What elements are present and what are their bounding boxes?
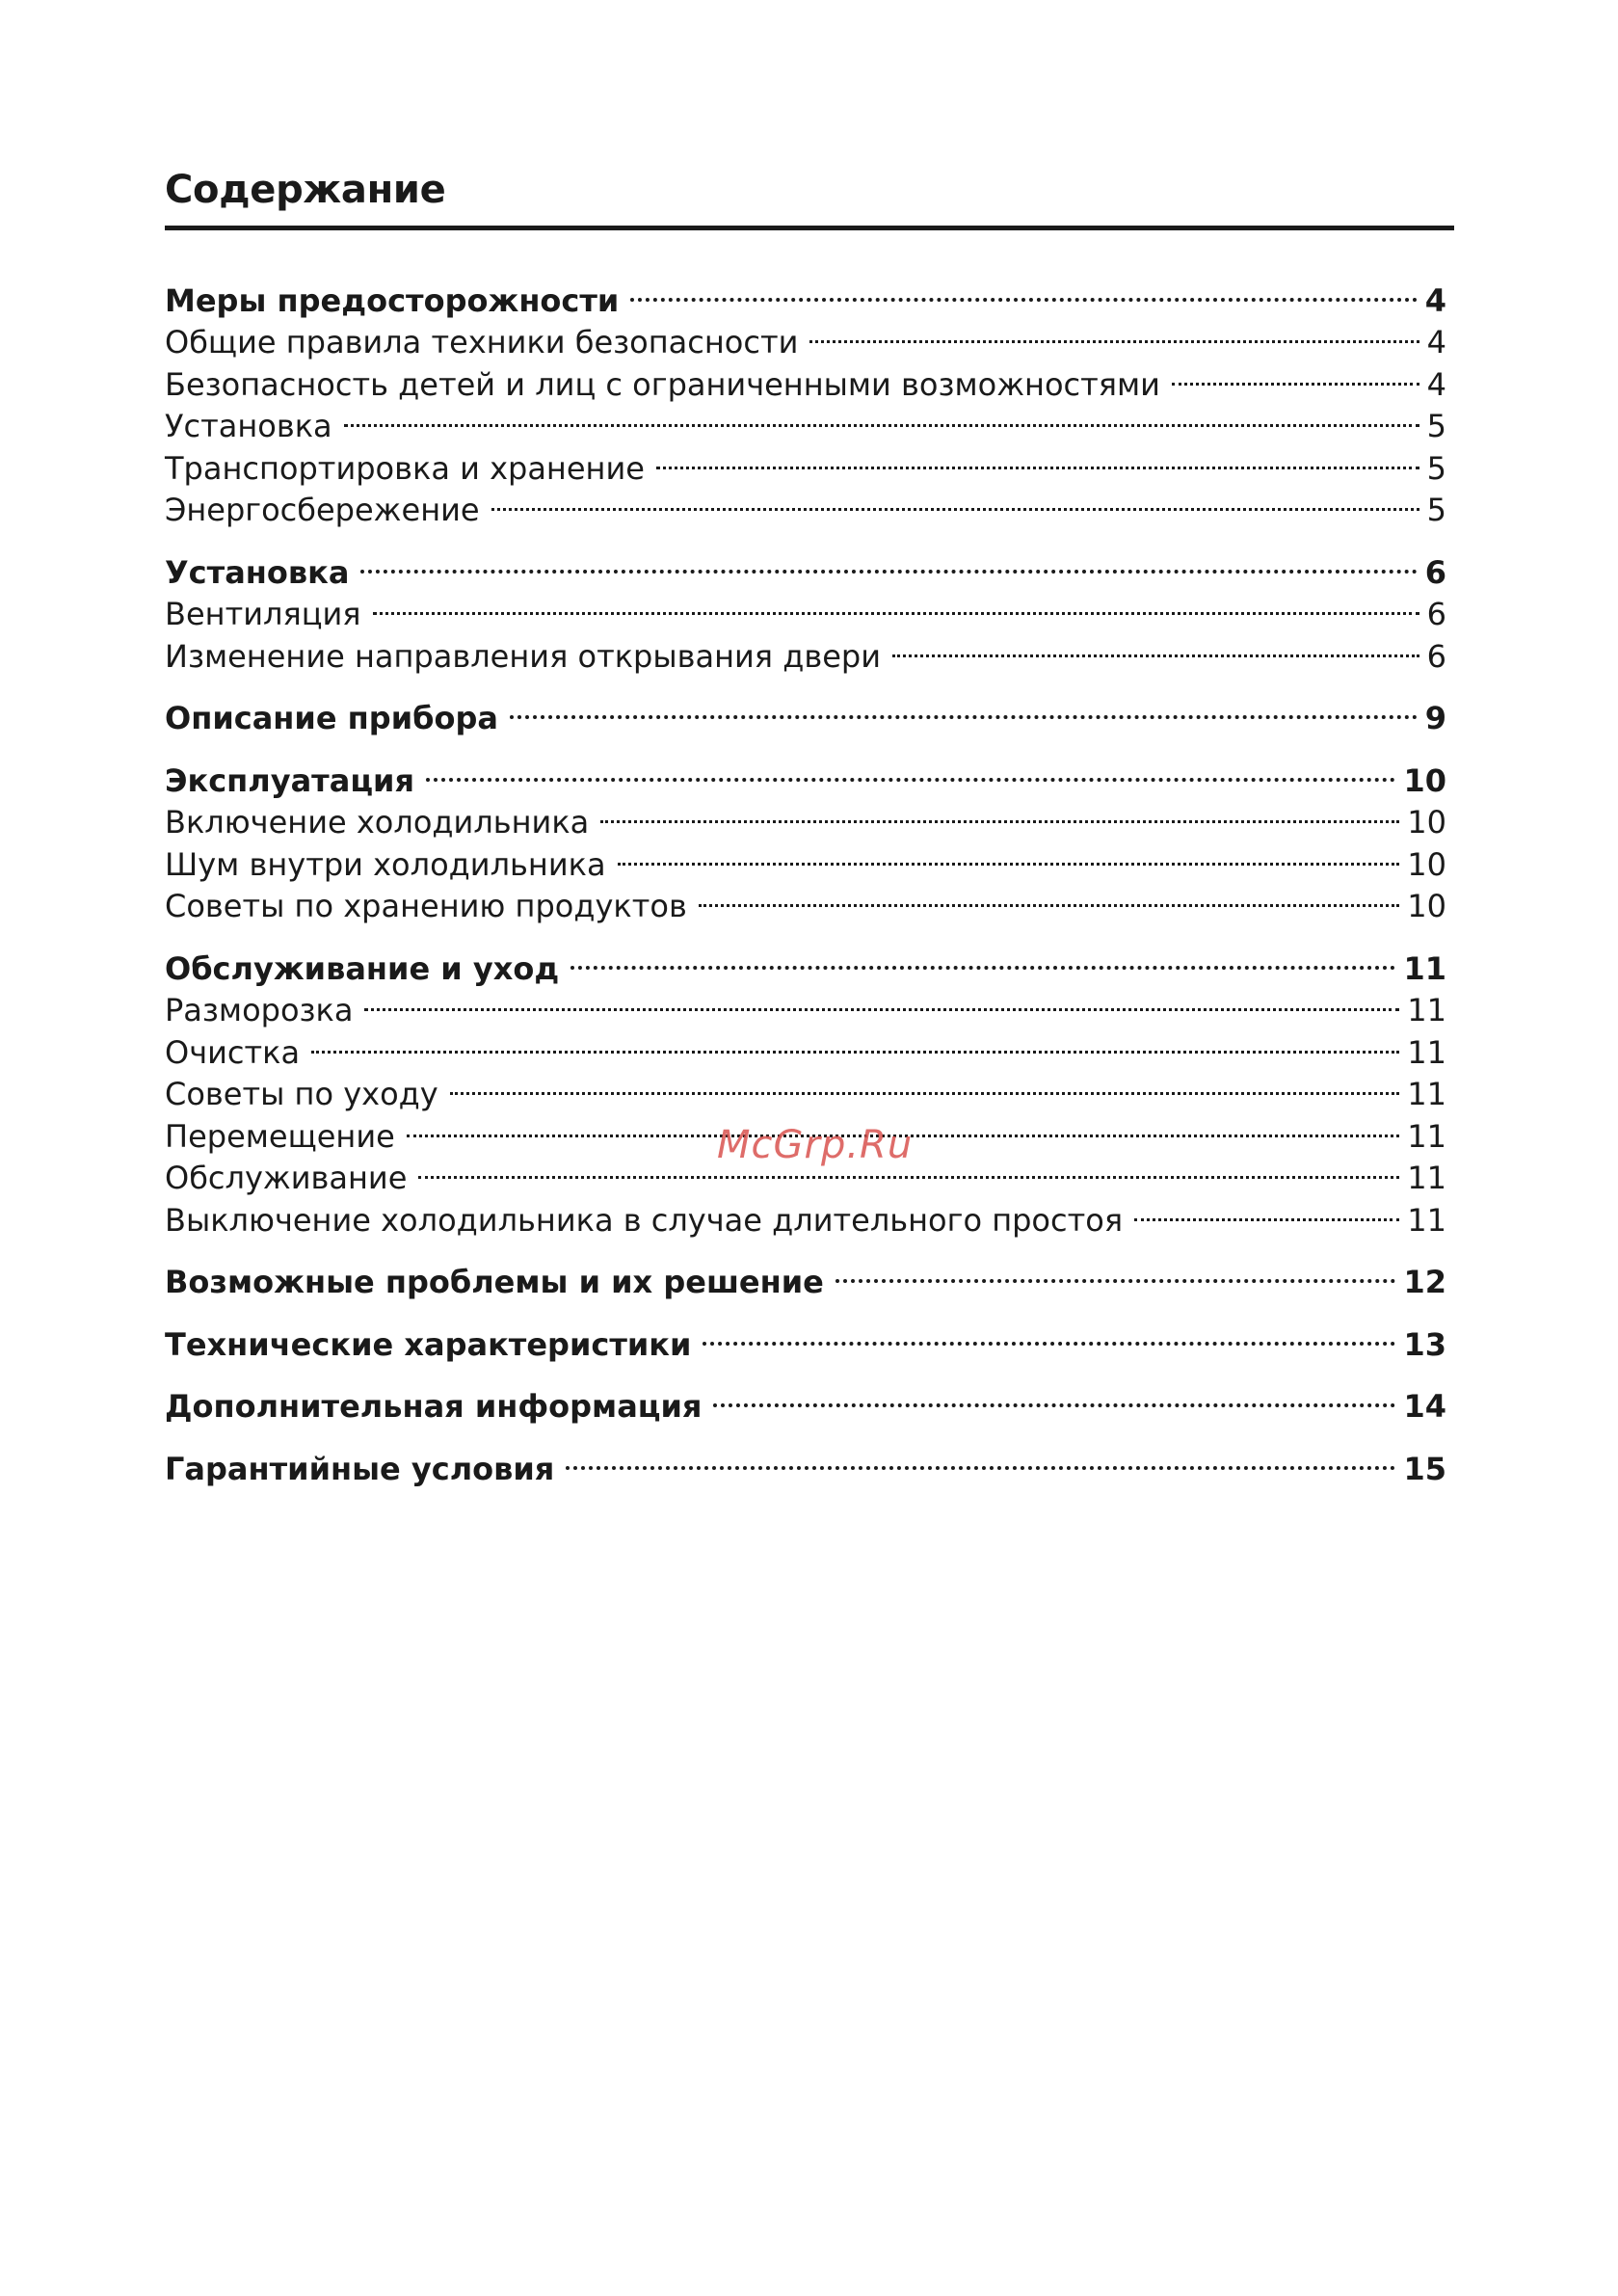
dot-leader	[703, 1313, 1395, 1355]
toc-entry-label: Меры предосторожности	[165, 281, 620, 319]
toc-entry-page-number: 9	[1424, 700, 1446, 736]
dot-leader	[618, 833, 1400, 875]
toc-entry-label: Описание прибора	[165, 700, 498, 736]
toc-entry-label: Шум внутри холодильника	[165, 845, 606, 883]
toc-entry-page-number: 10	[1403, 761, 1446, 799]
toc-section-entry[interactable]	[165, 1313, 1446, 1363]
toc-entry-label: Эксплуатация	[165, 761, 414, 799]
toc-entry-page-number: 11	[1407, 1201, 1446, 1239]
toc-section-entry[interactable]	[165, 749, 1446, 799]
toc-entry-label: Изменение направления открывания двери	[165, 637, 881, 675]
toc-entry-page-number: 10	[1407, 804, 1446, 841]
toc-entry-page-number: 10	[1407, 845, 1446, 883]
toc-section-entry[interactable]	[165, 1437, 1446, 1487]
toc-entry-label: Установка	[165, 553, 350, 591]
dot-leader	[600, 791, 1399, 834]
toc-entry-page-number: 11	[1407, 1160, 1446, 1196]
toc-entry-label: Безопасность детей и лиц с ограниченными возможностями	[165, 365, 1160, 403]
toc-entry-label: Возможные проблемы и их решение	[165, 1264, 824, 1300]
toc-section-entry[interactable]	[165, 541, 1446, 591]
toc-entry-page-number: 11	[1407, 1076, 1446, 1112]
toc-subsection-entry[interactable]	[165, 395, 1446, 444]
dot-leader	[344, 395, 1419, 438]
toc-entry-label: Технические характеристики	[165, 1325, 692, 1363]
title-divider	[165, 226, 1454, 230]
toc-section-entry[interactable]	[165, 1251, 1446, 1300]
toc-entry-label: Общие правила техники безопасности	[165, 324, 799, 360]
toc-entry-label: Дополнительная информация	[165, 1388, 703, 1425]
toc-entry-page-number: 4	[1424, 281, 1446, 319]
document-page	[165, 164, 1454, 1500]
toc-entry-label: Установка	[165, 408, 332, 444]
toc-entry-label: Очистка	[165, 1033, 301, 1071]
dot-leader	[570, 937, 1395, 979]
toc-section-entry[interactable]	[165, 687, 1446, 736]
toc-entry-page-number: 11	[1407, 992, 1446, 1028]
toc-group	[165, 269, 1446, 528]
dot-leader	[1134, 1188, 1399, 1231]
dot-leader	[360, 541, 1417, 583]
toc-section-entry[interactable]	[165, 269, 1446, 319]
toc-entry-page-number: 14	[1403, 1388, 1446, 1425]
toc-entry-page-number: 6	[1426, 596, 1446, 632]
toc-section-entry[interactable]	[165, 937, 1446, 987]
toc-entry-label: Транспортировка и хранение	[165, 449, 645, 487]
toc-entry-page-number: 13	[1403, 1325, 1446, 1363]
toc-group	[165, 1437, 1446, 1487]
toc-entry-page-number: 6	[1424, 553, 1446, 591]
toc-group	[165, 687, 1446, 736]
toc-subsection-entry[interactable]	[165, 1063, 1446, 1112]
table-of-contents	[165, 269, 1446, 1487]
watermark: McGrp.Ru	[717, 1123, 914, 1167]
toc-entry-label: Советы по уходу	[165, 1076, 438, 1112]
toc-entry-page-number: 6	[1426, 637, 1446, 675]
toc-entry-label: Обслуживание	[165, 1160, 408, 1196]
toc-entry-label: Обслуживание и уход	[165, 949, 560, 987]
toc-subsection-entry[interactable]	[165, 437, 1446, 487]
toc-entry-page-number: 12	[1403, 1264, 1446, 1300]
dot-leader	[1172, 353, 1419, 395]
dot-leader	[809, 311, 1419, 354]
toc-entry-label: Разморозка	[165, 992, 354, 1028]
toc-entry-page-number: 5	[1426, 449, 1446, 487]
toc-entry-page-number: 5	[1426, 408, 1446, 444]
toc-entry-page-number: 15	[1403, 1450, 1446, 1487]
toc-entry-label: Выключение холодильника в случае длительного простоя	[165, 1201, 1124, 1239]
dot-leader	[630, 269, 1417, 311]
toc-section-entry[interactable]	[165, 1375, 1446, 1425]
dot-leader	[699, 875, 1399, 918]
toc-entry-label: Вентиляция	[165, 596, 361, 632]
toc-entry-page-number: 11	[1403, 949, 1446, 987]
toc-entry-label: Включение холодильника	[165, 804, 590, 841]
dot-leader	[566, 1437, 1395, 1480]
dot-leader	[656, 437, 1419, 479]
toc-entry-page-number: 4	[1426, 324, 1446, 360]
dot-leader	[892, 625, 1419, 667]
dot-leader	[373, 583, 1419, 626]
toc-group	[165, 749, 1446, 924]
toc-group	[165, 1375, 1446, 1425]
toc-entry-label: Гарантийные условия	[165, 1450, 555, 1487]
dot-leader	[450, 1063, 1400, 1106]
dot-leader	[510, 687, 1418, 730]
toc-entry-label: Энергосбережение	[165, 492, 480, 528]
toc-entry-page-number: 11	[1407, 1033, 1446, 1071]
toc-entry-page-number: 11	[1407, 1117, 1446, 1155]
dot-leader	[713, 1375, 1395, 1418]
page-title: Содержание	[165, 168, 446, 212]
toc-group	[165, 1251, 1446, 1300]
toc-entry-page-number: 10	[1407, 888, 1446, 924]
toc-entry-page-number: 4	[1426, 365, 1446, 403]
dot-leader	[311, 1021, 1399, 1063]
toc-entry-page-number: 5	[1426, 492, 1446, 528]
toc-group	[165, 541, 1446, 675]
dot-leader	[836, 1251, 1396, 1294]
toc-entry-label: Перемещение	[165, 1117, 395, 1155]
dot-leader	[426, 749, 1395, 791]
toc-subsection-entry[interactable]	[165, 1021, 1446, 1071]
dot-leader	[491, 479, 1419, 521]
toc-group	[165, 1313, 1446, 1363]
toc-entry-label: Советы по хранению продуктов	[165, 888, 687, 924]
dot-leader	[364, 979, 1399, 1022]
toc-group	[165, 937, 1446, 1239]
